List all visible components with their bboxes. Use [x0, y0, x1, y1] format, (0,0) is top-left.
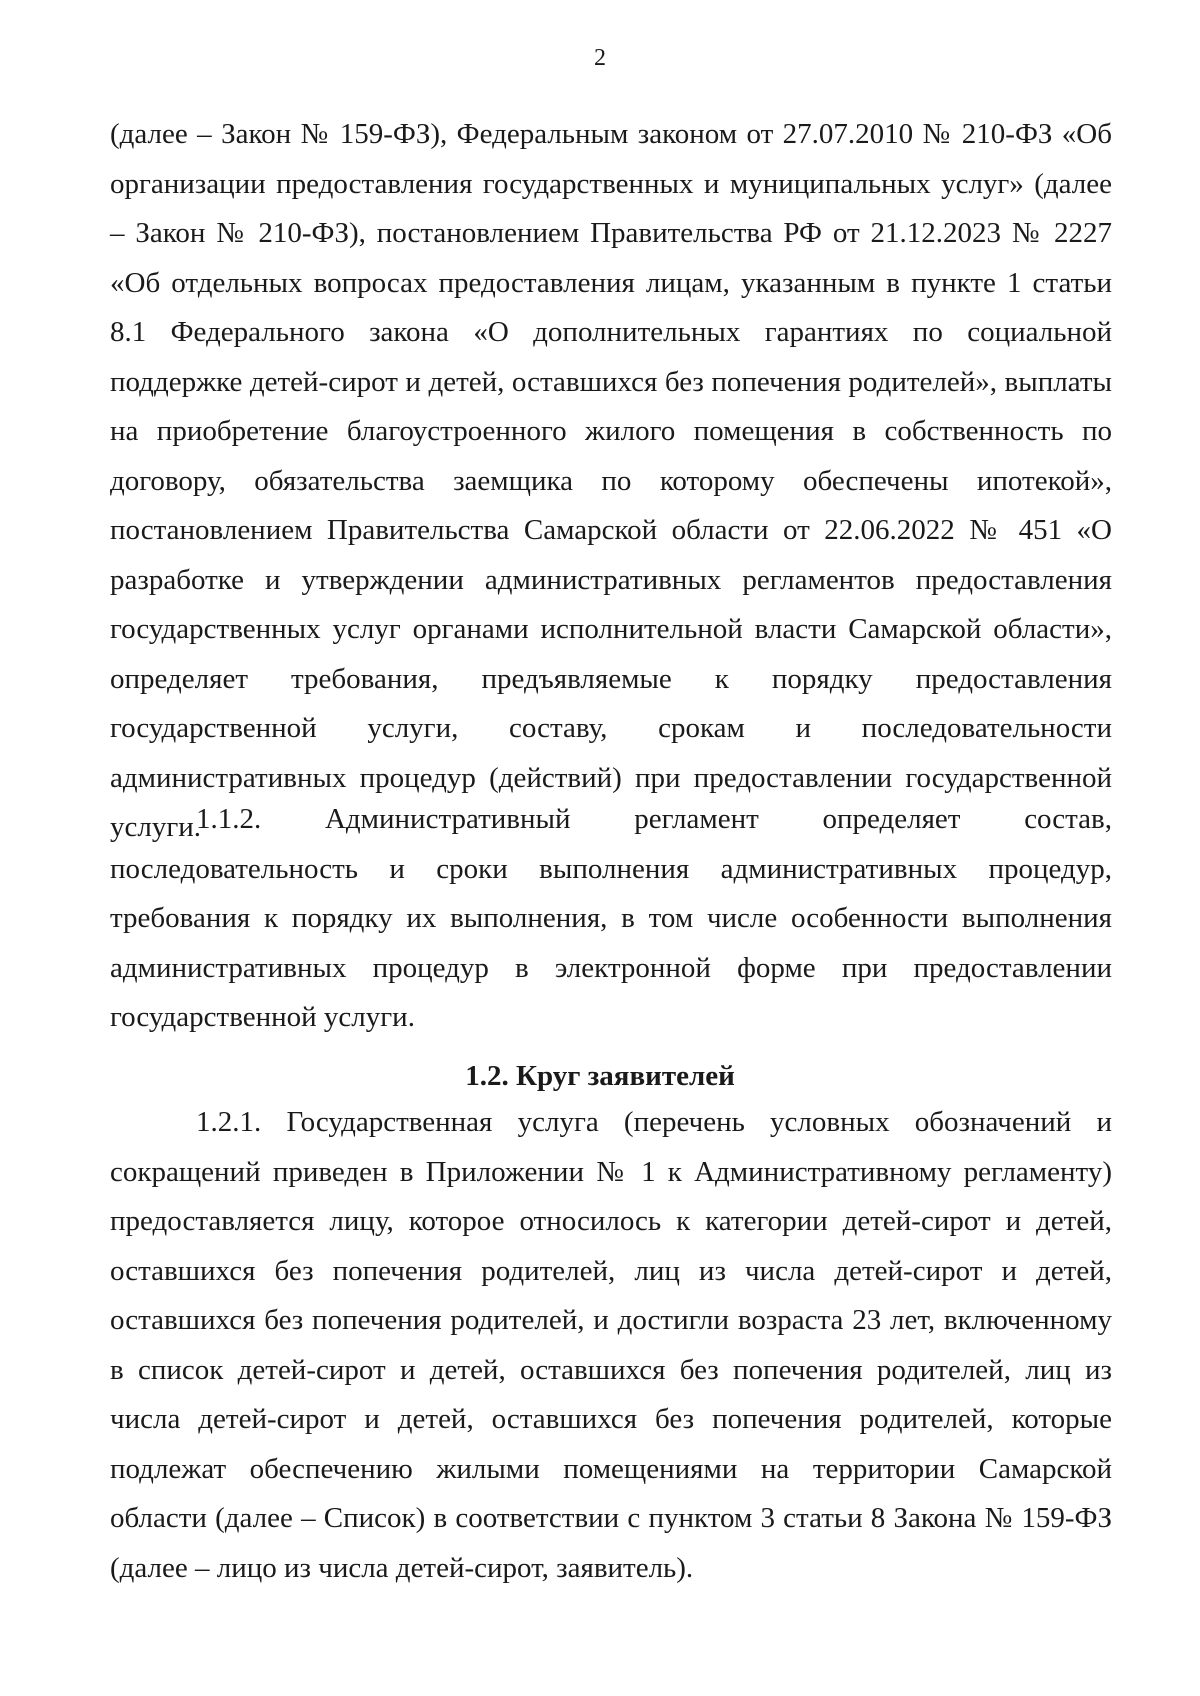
- paragraph-text: (далее – Закон № 159-ФЗ), Федеральным законом от 27.07.2010 № 210-ФЗ «Об организации предоставления государственных и муниципальных услуг» (далее – Закон № 210-ФЗ), постановлением Правительства РФ от 21.12.2023 № 2227 «Об отдельных вопросах предоставления лицам, указанным в пункте 1 статьи 8.1 Федерального закона «О дополнительных гарантиях по социальной поддержке детей-сирот и детей, оставшихся без попечения родителей», выплаты на приобретение благоустроенного жилого помещения в собственность по договору, обязательства заемщика по которому обеспечены ипотекой», постановлением Правительства Самарской области от 22.06.2022 № 451 «О разработке и утверждении административных регламентов предоставления государственных услуг органами исполнительной власти Самарской области», определяет требования, предъявляемые к порядку предоставления государственной услуги, составу, срокам и последовательности административных процедур (действий) при предоставлении государственной услуги.: [110, 118, 1112, 843]
- paragraph-1-1-2: [110, 795, 1112, 1043]
- paragraph-text: 1.2.1. Государственная услуга (перечень условных обозначений и сокращений приведен в Приложении № 1 к Административному регламенту) предоставляется лицу, которое относилось к категории детей-сирот и детей, оставшихся без попечения родителей, лиц из числа детей-сирот и детей, оставшихся без попечения родителей, и достигли возраста 23 лет, включенному в список детей-сирот и детей, оставшихся без попечения родителей, лиц из числа детей-сирот и детей, оставшихся без попечения родителей, которые подлежат обеспечению жилыми помещениями на территории Самарской области (далее – Список) в соответствии с пунктом 3 статьи 8 Закона № 159-ФЗ (далее – лицо из числа детей-сирот, заявитель).: [110, 1106, 1112, 1584]
- paragraph-1-2-1: [110, 1098, 1112, 1593]
- paragraph-continuation: [110, 110, 1112, 853]
- page-number: 2: [594, 45, 606, 71]
- section-heading: 1.2. Круг заявителей: [465, 1060, 735, 1092]
- paragraph-text: 1.1.2. Административный регламент определяет состав, последовательность и сроки выполнения административных процедур, требования к порядку их выполнения, в том числе особенности выполнения административных процедур в электронной форме при предоставлении государственной услуги.: [110, 803, 1112, 1033]
